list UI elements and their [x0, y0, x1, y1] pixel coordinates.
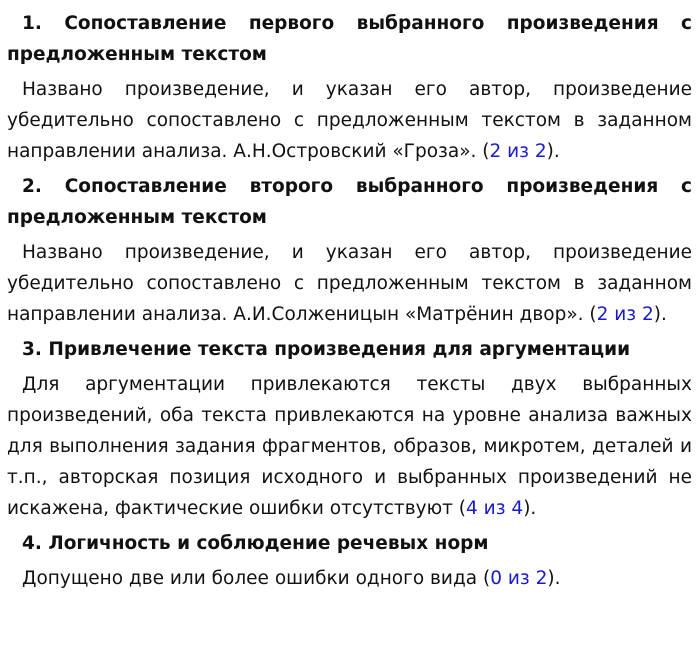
- section-3-heading: 3. Привлечение текста произведения для аргументации: [22, 339, 631, 360]
- section-4-score: 0 из 2: [490, 568, 548, 589]
- section-1-score: 2 из 2: [489, 141, 547, 162]
- section-2-heading: 2. Сопоставление второго выбранного произведения с предложенным текстом: [7, 176, 692, 228]
- section-1-heading: 1. Сопоставление первого выбранного произведения с предложенным текстом: [7, 13, 692, 65]
- section-4-heading: 4. Логичность и соблюдение речевых норм: [22, 533, 489, 554]
- section-2-score: 2 из 2: [596, 304, 654, 325]
- section-1-text: [7, 74, 692, 167]
- section-2-body: Названо произведение, и указан его автор, произведение убедительно сопоставлено с предложенным текстом в заданном направлении анализа. А.И.Солженицын «Матрёнин двор». (: [7, 242, 692, 325]
- section-4-body: Допущено две или более ошибки одного вида (: [22, 568, 491, 589]
- section-2-text: [7, 237, 692, 330]
- section-1-suffix: ).: [546, 141, 560, 162]
- section-2-suffix: ).: [653, 304, 667, 325]
- section-3-body: Для аргументации привлекаются тексты двух выбранных произведений, оба текста привлекаются на уровне анализа важных для выполнения задания фрагментов, образов, микротем, деталей и т.п., авторская позиция исходного и выбранных произведений не искажена, фактические ошибки отсутствуют (: [7, 374, 692, 519]
- section-3-text: [7, 369, 692, 524]
- section-3-score: 4 из 4: [466, 498, 524, 519]
- section-4-suffix: ).: [547, 568, 561, 589]
- section-4-text: [7, 563, 692, 594]
- section-3-suffix: ).: [523, 498, 537, 519]
- section-1-body: Названо произведение, и указан его автор, произведение убедительно сопоставлено с предложенным текстом в заданном направлении анализа. А.Н.Островский «Гроза». (: [7, 79, 692, 162]
